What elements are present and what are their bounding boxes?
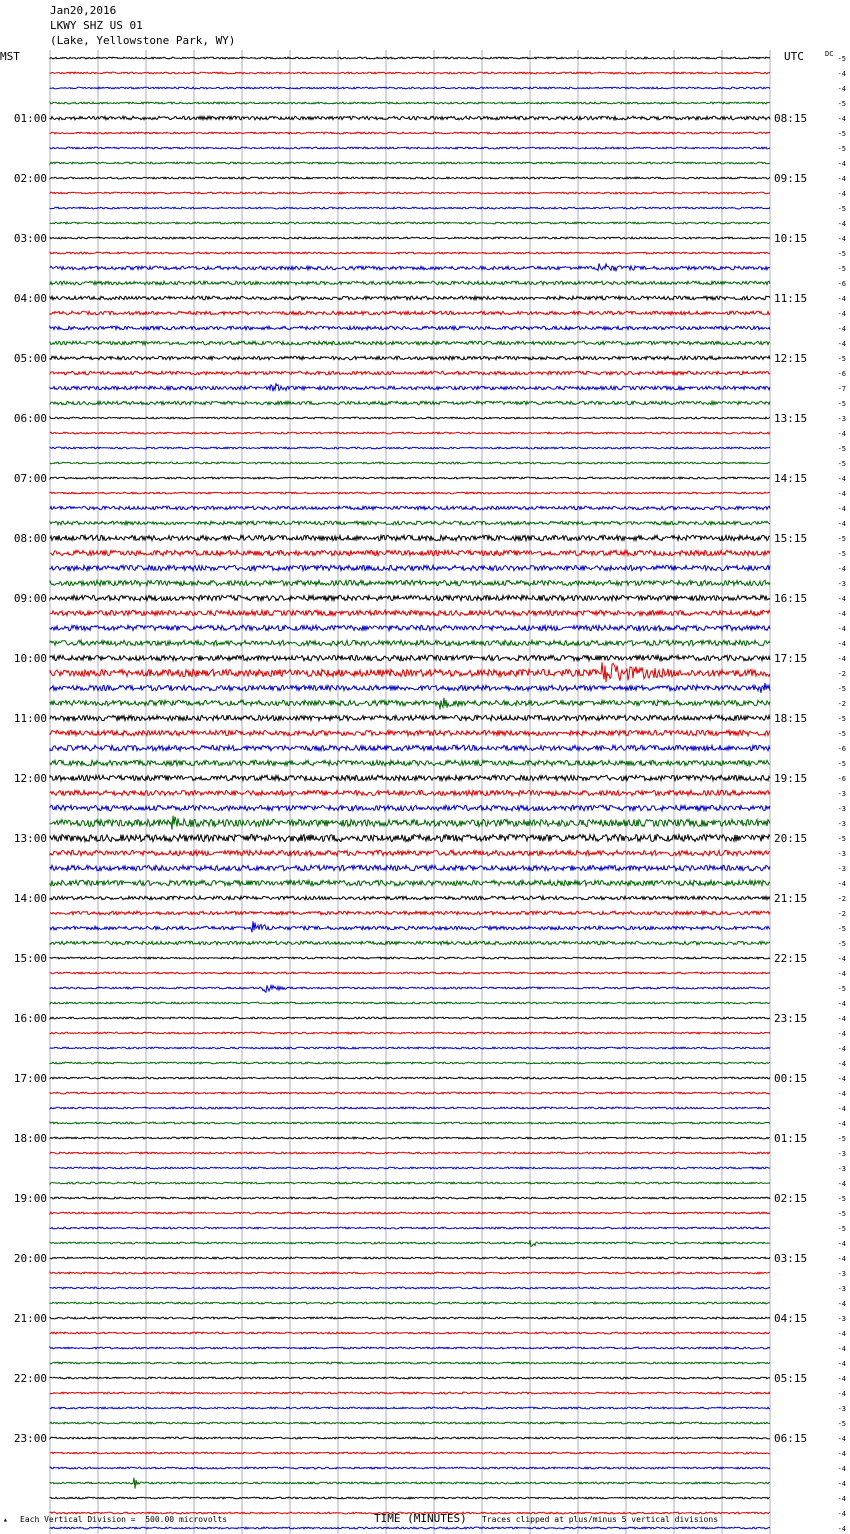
utc-hour-label: 12:15 xyxy=(774,352,808,365)
utc-hour-label: 00:15 xyxy=(774,1072,808,1085)
dc-offset-label: -5 xyxy=(837,985,846,993)
dc-offset-label: -4 xyxy=(837,325,846,333)
seismic-trace xyxy=(50,698,770,710)
dc-offset-label: -5 xyxy=(837,55,846,63)
seismic-trace xyxy=(50,985,770,992)
dc-offset-label: -6 xyxy=(837,745,846,753)
utc-hour-label: 06:15 xyxy=(774,1432,808,1445)
dc-offset-label: -4 xyxy=(837,490,846,498)
dc-offset-label: -4 xyxy=(837,1045,846,1053)
dc-offset-label: -7 xyxy=(837,385,846,393)
seismic-trace xyxy=(50,640,770,645)
utc-hour-label: 10:15 xyxy=(774,232,808,245)
dc-offset-label: -4 xyxy=(837,1180,846,1188)
dc-offset-label: -5 xyxy=(837,460,846,468)
seismic-trace xyxy=(50,550,770,555)
seismic-trace xyxy=(50,805,770,810)
seismic-trace xyxy=(50,384,770,392)
mst-hour-label: 21:00 xyxy=(13,1312,47,1325)
seismic-trace xyxy=(50,850,770,855)
dc-offset-labels xyxy=(838,55,846,1534)
dc-offset-label: -2 xyxy=(837,895,846,903)
dc-offset-label: -5 xyxy=(837,835,846,843)
utc-hour-label: 18:15 xyxy=(774,712,808,725)
mst-hour-label: 02:00 xyxy=(13,172,47,185)
dc-offset-label: -4 xyxy=(837,1510,846,1518)
seismic-trace xyxy=(50,655,770,660)
seismic-trace xyxy=(50,1392,770,1394)
seismic-trace xyxy=(50,1062,770,1064)
utc-hour-label: 02:15 xyxy=(774,1192,808,1205)
seismic-trace xyxy=(50,880,770,885)
dc-offset-label: -3 xyxy=(837,805,846,813)
dc-offset-label: -4 xyxy=(837,955,846,963)
seismic-trace xyxy=(50,147,770,149)
seismic-trace xyxy=(50,790,770,795)
dc-offset-label: -4 xyxy=(837,1300,846,1308)
seismic-trace xyxy=(50,1527,770,1529)
seismic-trace xyxy=(50,417,770,419)
seismic-trace xyxy=(50,957,770,959)
seismic-trace xyxy=(50,162,770,164)
seismic-trace xyxy=(50,1182,770,1184)
utc-hour-label: 08:15 xyxy=(774,112,808,125)
seismic-trace xyxy=(50,1107,770,1109)
seismic-trace xyxy=(50,72,770,74)
dc-offset-label: -4 xyxy=(837,1030,846,1038)
utc-hour-label: 21:15 xyxy=(774,892,808,905)
dc-offset-label: -4 xyxy=(837,520,846,528)
dc-offset-label: -3 xyxy=(837,580,846,588)
station-location: (Lake, Yellowstone Park, WY) xyxy=(50,34,236,47)
dc-offset-label: -4 xyxy=(837,640,846,648)
seismic-trace xyxy=(50,1197,770,1199)
mst-hour-label: 10:00 xyxy=(13,652,47,665)
dc-offset-label: -4 xyxy=(837,1240,846,1248)
mst-hour-label: 03:00 xyxy=(13,232,47,245)
seismic-trace xyxy=(50,521,770,525)
dc-offset-label: -4 xyxy=(837,1075,846,1083)
dc-offset-label: -3 xyxy=(837,1150,846,1158)
dc-offset-label: -4 xyxy=(837,1495,846,1503)
mst-hour-labels xyxy=(14,112,47,1445)
seismic-trace xyxy=(50,371,770,375)
mst-hour-label: 19:00 xyxy=(13,1192,47,1205)
dc-offset-label: -4 xyxy=(837,1015,846,1023)
dc-offset-label: -4 xyxy=(837,1345,846,1353)
mst-hour-label: 23:00 xyxy=(13,1432,47,1445)
dc-offset-label: -4 xyxy=(837,505,846,513)
mst-hour-label: 18:00 xyxy=(13,1132,47,1145)
dc-offset-label: -4 xyxy=(837,175,846,183)
dc-offset-label: -4 xyxy=(837,70,846,78)
seismic-traces xyxy=(50,57,770,1534)
dc-offset-label: -4 xyxy=(837,1390,846,1398)
dc-offset-label: -5 xyxy=(837,925,846,933)
seismic-trace xyxy=(50,921,770,932)
seismic-trace xyxy=(50,816,770,830)
seismic-trace xyxy=(50,1032,770,1034)
seismic-trace xyxy=(50,252,770,254)
utc-hour-label: 15:15 xyxy=(774,532,808,545)
mst-hour-label: 17:00 xyxy=(13,1072,47,1085)
dc-offset-label: -5 xyxy=(837,400,846,408)
dc-offset-label: -5 xyxy=(837,1135,846,1143)
dc-offset-label: -3 xyxy=(837,790,846,798)
seismic-trace xyxy=(50,662,770,682)
dc-offset-label: -4 xyxy=(837,1105,846,1113)
seismic-trace xyxy=(50,1047,770,1049)
seismic-trace xyxy=(50,177,770,179)
seismic-trace xyxy=(50,972,770,974)
dc-offset-label: -4 xyxy=(837,655,846,663)
dc-offset-label: -4 xyxy=(837,310,846,318)
seismic-trace xyxy=(50,1317,770,1319)
dc-offset-label: -5 xyxy=(837,205,846,213)
mst-hour-label: 06:00 xyxy=(13,412,47,425)
mst-hour-label: 14:00 xyxy=(13,892,47,905)
seismic-trace xyxy=(50,911,770,915)
dc-offset-label: -4 xyxy=(837,1000,846,1008)
dc-offset-label: -3 xyxy=(837,1270,846,1278)
seismic-trace xyxy=(50,941,770,945)
mst-hour-label: 09:00 xyxy=(13,592,47,605)
utc-hour-label: 16:15 xyxy=(774,592,808,605)
dc-offset-label: -4 xyxy=(837,595,846,603)
seismic-trace xyxy=(50,264,770,271)
dc-offset-label: -5 xyxy=(837,730,846,738)
mst-hour-label: 04:00 xyxy=(13,292,47,305)
dc-offset-label: -4 xyxy=(837,430,846,438)
seismic-trace xyxy=(50,865,770,870)
mst-hour-label: 13:00 xyxy=(13,832,47,845)
dc-offset-label: -4 xyxy=(837,1480,846,1488)
dc-offset-label: -4 xyxy=(837,1060,846,1068)
seismic-trace xyxy=(50,506,770,510)
dc-offset-label: -4 xyxy=(837,160,846,168)
seismic-trace xyxy=(50,1377,770,1379)
seismic-trace xyxy=(50,116,770,120)
seismic-trace xyxy=(50,237,770,239)
seismic-trace xyxy=(50,102,770,104)
mst-hour-label: 12:00 xyxy=(13,772,47,785)
dc-offset-label: -5 xyxy=(837,100,846,108)
dc-offset-label: -5 xyxy=(837,130,846,138)
seismic-trace xyxy=(50,341,770,345)
mst-hour-label: 07:00 xyxy=(13,472,47,485)
dc-offset-label: -4 xyxy=(837,115,846,123)
dc-offset-label: -4 xyxy=(837,1375,846,1383)
seismic-trace xyxy=(50,1077,770,1079)
mst-hour-label: 22:00 xyxy=(13,1372,47,1385)
seismic-trace xyxy=(50,1302,770,1304)
seismic-trace xyxy=(50,745,770,750)
utc-hour-label: 04:15 xyxy=(774,1312,808,1325)
dc-offset-label: -5 xyxy=(837,535,846,543)
seismic-trace xyxy=(50,462,770,464)
seismic-trace xyxy=(50,432,770,434)
utc-hour-label: 14:15 xyxy=(774,472,808,485)
dc-offset-label: -5 xyxy=(837,265,846,273)
dc-offset-label: -4 xyxy=(837,220,846,228)
seismic-trace xyxy=(50,625,770,630)
dc-offset-label: -4 xyxy=(837,1255,846,1263)
mst-hour-label: 20:00 xyxy=(13,1252,47,1265)
dc-offset-label: -5 xyxy=(837,145,846,153)
utc-hour-label: 11:15 xyxy=(774,292,808,305)
seismic-trace xyxy=(50,326,770,330)
seismic-trace xyxy=(50,1257,770,1259)
dc-offset-label: -2 xyxy=(837,700,846,708)
seismic-trace xyxy=(50,1497,770,1499)
dc-offset-label: -4 xyxy=(837,1090,846,1098)
seismic-trace xyxy=(50,492,770,494)
station-code: LKWY SHZ US 01 xyxy=(50,19,143,32)
dc-offset-label: -4 xyxy=(837,340,846,348)
dc-offset-label: -5 xyxy=(837,550,846,558)
seismic-trace xyxy=(50,1152,770,1154)
mst-hour-label: 16:00 xyxy=(13,1012,47,1025)
dc-offset-label: -4 xyxy=(837,295,846,303)
dc-offset-label: -4 xyxy=(837,1525,846,1533)
dc-offset-label: -4 xyxy=(837,565,846,573)
seismic-trace xyxy=(50,401,770,405)
dc-offset-label: -6 xyxy=(837,775,846,783)
seismic-trace xyxy=(50,1362,770,1364)
seismic-trace xyxy=(50,1122,770,1124)
dc-offset-label: -2 xyxy=(837,910,846,918)
seismic-trace xyxy=(50,1002,770,1004)
seismic-trace xyxy=(50,207,770,209)
seismic-trace xyxy=(50,1452,770,1454)
seismic-trace xyxy=(50,1137,770,1139)
seismic-trace xyxy=(50,1407,770,1409)
utc-label: UTC xyxy=(784,50,804,63)
dc-offset-label: -3 xyxy=(837,865,846,873)
seismic-trace xyxy=(50,1332,770,1334)
utc-hour-label: 22:15 xyxy=(774,952,808,965)
seismic-trace xyxy=(50,477,770,479)
dc-offset-label: -5 xyxy=(837,1225,846,1233)
mst-hour-label: 11:00 xyxy=(13,712,47,725)
utc-hour-label: 01:15 xyxy=(774,1132,808,1145)
dc-offset-label: -5 xyxy=(837,250,846,258)
seismic-trace xyxy=(50,760,770,765)
dc-offset-label: -4 xyxy=(837,190,846,198)
mst-label: MST xyxy=(0,50,20,63)
seismic-trace xyxy=(50,1422,770,1424)
dc-offset-label: -5 xyxy=(837,1420,846,1428)
dc-offset-label: -4 xyxy=(837,1465,846,1473)
plot-date: Jan20,2016 xyxy=(50,4,117,17)
utc-hour-labels xyxy=(774,112,807,1445)
dc-offset-label: -5 xyxy=(837,715,846,723)
dc-offset-label: -2 xyxy=(837,670,846,678)
dc-offset-label: -4 xyxy=(837,610,846,618)
seismic-trace xyxy=(50,1287,770,1289)
mst-hour-label: 01:00 xyxy=(13,112,47,125)
seismic-trace xyxy=(50,447,770,449)
seismic-trace xyxy=(50,683,770,693)
seismic-trace xyxy=(50,610,770,615)
seismic-trace xyxy=(50,132,770,134)
seismic-trace xyxy=(50,1478,770,1489)
seismic-trace xyxy=(50,535,770,540)
utc-hour-label: 13:15 xyxy=(774,412,808,425)
dc-offset-label: -6 xyxy=(837,370,846,378)
dc-offset-label: -3 xyxy=(837,850,846,858)
dc-offset-label: -4 xyxy=(837,625,846,633)
seismic-trace xyxy=(50,1347,770,1349)
dc-offset-label: -4 xyxy=(837,475,846,483)
footer-scale-note: Each Vertical Division = 500.00 microvolts xyxy=(20,1515,228,1524)
seismic-trace xyxy=(50,296,770,300)
seismic-trace xyxy=(50,1092,770,1094)
seismic-trace xyxy=(50,222,770,224)
seismic-trace xyxy=(50,1467,770,1469)
seismic-trace xyxy=(50,1437,770,1439)
seismic-trace xyxy=(50,356,770,360)
utc-hour-label: 20:15 xyxy=(774,832,808,845)
dc-offset-label: -5 xyxy=(837,940,846,948)
dc-offset-label: -3 xyxy=(837,1285,846,1293)
dc-label: DC xyxy=(825,50,834,58)
seismic-trace xyxy=(50,580,770,585)
dc-offset-label: -4 xyxy=(837,1330,846,1338)
seismic-trace xyxy=(50,730,770,735)
footer-clipping-note: Traces clipped at plus/minus 5 vertical divisions xyxy=(482,1515,719,1524)
dc-offset-label: -4 xyxy=(837,880,846,888)
seismic-trace xyxy=(50,565,770,570)
dc-offset-label: -4 xyxy=(837,235,846,243)
dc-offset-label: -6 xyxy=(837,280,846,288)
dc-offset-label: -3 xyxy=(837,1165,846,1173)
utc-hour-label: 05:15 xyxy=(774,1372,808,1385)
mst-hour-label: 08:00 xyxy=(13,532,47,545)
utc-hour-label: 03:15 xyxy=(774,1252,808,1265)
seismic-trace xyxy=(50,1017,770,1019)
utc-hour-label: 09:15 xyxy=(774,172,808,185)
footer-corner-mark: ▴ xyxy=(3,1515,8,1524)
seismic-trace xyxy=(50,1227,770,1229)
dc-offset-label: -5 xyxy=(837,445,846,453)
seismic-trace xyxy=(50,1212,770,1214)
x-axis-label: TIME (MINUTES) xyxy=(374,1512,467,1525)
dc-offset-label: -4 xyxy=(837,1435,846,1443)
seismic-trace xyxy=(50,595,770,600)
mst-hour-label: 15:00 xyxy=(13,952,47,965)
dc-offset-label: -4 xyxy=(837,970,846,978)
dc-offset-label: -3 xyxy=(837,1405,846,1413)
seismic-trace xyxy=(50,775,770,780)
utc-hour-label: 17:15 xyxy=(774,652,808,665)
seismic-trace xyxy=(50,834,770,841)
seismic-trace xyxy=(50,192,770,194)
dc-offset-label: -5 xyxy=(837,1210,846,1218)
seismic-trace xyxy=(50,896,770,900)
dc-offset-label: -3 xyxy=(837,1315,846,1323)
dc-offset-label: -4 xyxy=(837,1450,846,1458)
seismic-trace xyxy=(50,1240,770,1246)
seismic-trace xyxy=(50,1167,770,1169)
dc-offset-label: -4 xyxy=(837,1360,846,1368)
seismic-trace xyxy=(50,87,770,89)
dc-offset-label: -4 xyxy=(837,85,846,93)
dc-offset-label: -4 xyxy=(837,1120,846,1128)
dc-offset-label: -3 xyxy=(837,820,846,828)
dc-offset-label: -5 xyxy=(837,1195,846,1203)
dc-offset-label: -5 xyxy=(837,760,846,768)
seismic-trace xyxy=(50,715,770,720)
dc-offset-label: -5 xyxy=(837,685,846,693)
seismic-trace xyxy=(50,281,770,285)
dc-offset-label: -5 xyxy=(837,355,846,363)
dc-offset-label: -3 xyxy=(837,415,846,423)
seismic-trace xyxy=(50,57,770,59)
utc-hour-label: 19:15 xyxy=(774,772,808,785)
mst-hour-label: 05:00 xyxy=(13,352,47,365)
seismic-trace xyxy=(50,1272,770,1274)
seismic-trace xyxy=(50,311,770,315)
utc-hour-label: 23:15 xyxy=(774,1012,808,1025)
